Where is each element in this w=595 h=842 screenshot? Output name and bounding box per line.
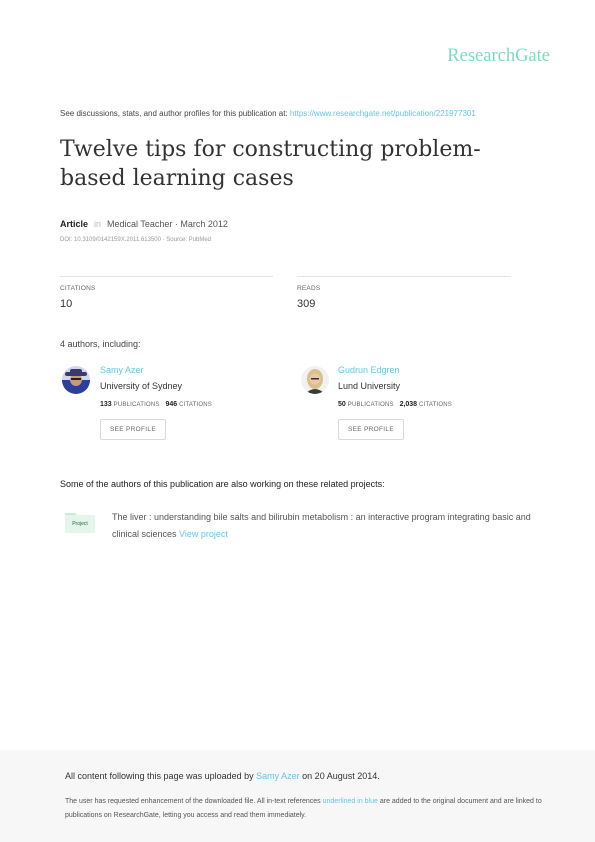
project-icon-label: Project	[72, 521, 88, 527]
author-publications-label: PUBLICATIONS	[113, 402, 160, 408]
author-citations-count: 946	[165, 401, 178, 408]
author-publications-count: 50	[338, 401, 346, 408]
publication-type: Article	[60, 219, 89, 229]
note-part-2: are added to the original document and are linked to publications on ResearchGate, letting you access and read them immediately.	[65, 798, 542, 819]
see-profile-button[interactable]: SEE PROFILE	[100, 419, 166, 440]
enhancement-note	[65, 795, 545, 823]
researchgate-logo[interactable]: ResearchGate	[447, 46, 550, 66]
author-institution: University of Sydney	[100, 381, 183, 391]
author-institution: Lund University	[338, 381, 401, 391]
upload-line	[65, 771, 380, 781]
in-word: in	[94, 219, 102, 229]
note-part-1: The user has requested enhancement of the downloaded file. All in-text references	[65, 798, 321, 805]
view-project-link[interactable]: View project	[179, 529, 228, 539]
doi-source: DOI: 10.3109/0142159X.2011.613500 · Source: PubMed	[60, 237, 211, 243]
authors-count-suffix: , including:	[97, 339, 141, 349]
upload-suffix: on 20 August 2014.	[302, 771, 380, 781]
project-description	[112, 509, 532, 543]
author-stats	[100, 401, 212, 408]
publication-url-link[interactable]: https://www.researchgate.net/publication/221977301	[289, 109, 476, 118]
project-icon[interactable]	[64, 510, 96, 534]
author-citations-label: CITATIONS	[179, 402, 213, 408]
underlined-in-blue-link: underlined in blue	[322, 798, 378, 805]
author-avatar-samy-azer[interactable]	[62, 366, 90, 394]
reads-value: 309	[297, 298, 316, 310]
author-citations-label: CITATIONS	[419, 402, 452, 408]
upload-prefix: All content following this page was uploaded by	[65, 771, 254, 781]
uploader-link[interactable]: Samy Azer	[256, 771, 300, 781]
reads-label: READS	[297, 285, 321, 292]
authors-count-number: 4 authors	[60, 339, 98, 349]
author-citations-count: 2,038	[399, 401, 418, 408]
author-name-link[interactable]: Gudrun Edgren	[338, 365, 400, 375]
reads-divider	[297, 276, 511, 277]
author-publications-count: 133	[100, 401, 112, 408]
citations-label: CITATIONS	[60, 285, 96, 292]
authors-count	[60, 339, 141, 349]
author-publications-label: PUBLICATIONS	[347, 402, 394, 408]
related-projects-heading: Some of the authors of this publication are also working on these related projects:	[60, 479, 385, 489]
project-title: The liver : understanding bile salts and bilirubin metabolism : an interactive program integrating basic and clinical sciences	[112, 512, 531, 539]
journal-date: Medical Teacher · March 2012	[107, 219, 228, 229]
publication-meta	[60, 219, 228, 229]
author-stats	[338, 401, 452, 408]
see-profile-button[interactable]: SEE PROFILE	[338, 419, 404, 440]
discussion-line	[60, 109, 476, 118]
citations-divider	[60, 276, 273, 277]
discussion-prefix: See discussions, stats, and author profiles for this publication at:	[60, 109, 288, 118]
citations-value: 10	[60, 298, 73, 310]
publication-title: Twelve tips for constructing problem-based learning cases	[60, 137, 481, 191]
author-name-link[interactable]: Samy Azer	[100, 365, 144, 375]
author-avatar-gudrun-edgren[interactable]	[301, 366, 329, 394]
